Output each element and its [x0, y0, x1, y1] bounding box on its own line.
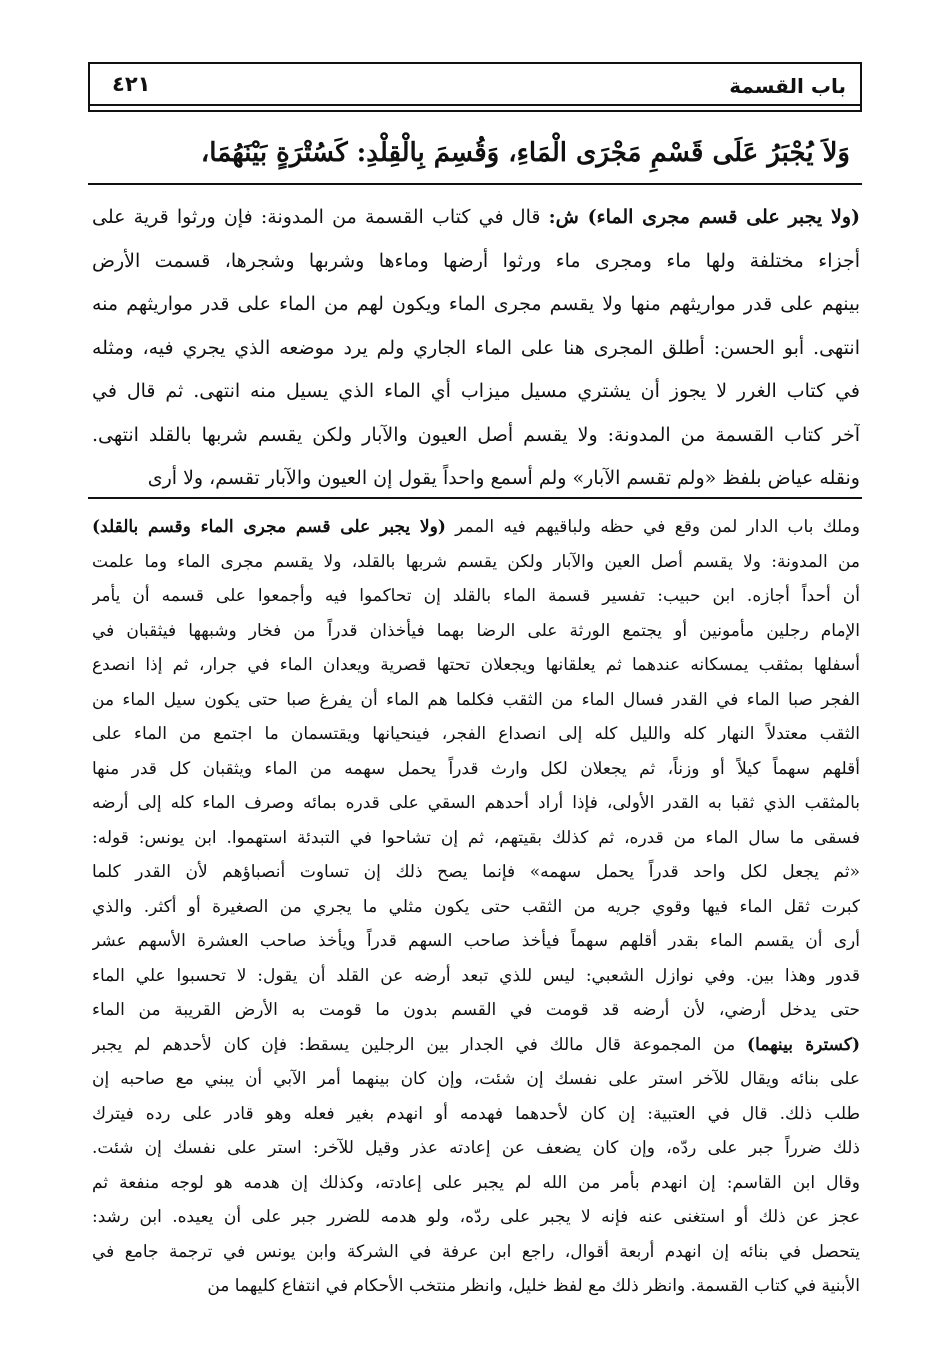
text-line	[92, 752, 860, 787]
line-text: كبرت ثقل الماء فيها وقوي جريه من الثقب حتى يكون مثلي ما يجري من الصغيرة أو أكثر. والذي	[92, 896, 860, 917]
text-line	[92, 370, 860, 414]
separator-rule-middle	[88, 497, 862, 499]
text-line	[92, 1028, 860, 1063]
text-line	[92, 614, 860, 649]
line-text: قدور وهذا بين. وفي نوازل الشعبي: ليس للذي تبعد أرضه عن القلد أن يقول: لا تحسبوا علي الماء	[92, 965, 860, 986]
text-line	[92, 240, 860, 284]
line-text: الأبنية في كتاب القسمة. وانظر ذلك مع لفظ خليل، وانظر منتخب الأحكام في انتفاع كليهما من	[207, 1276, 860, 1296]
text-line	[92, 1166, 860, 1201]
line-text: ذلك ضرراً جبر على ردّه، وإن كان يضعف عن إعادته عذر وقيل للآخر: استر على نفسك إن شئت.	[92, 1138, 860, 1158]
text-line	[92, 890, 860, 925]
bold-lemma: (ولا يجبر على قسم مجرى الماء) ش:	[548, 206, 860, 228]
commentary-section	[92, 196, 860, 501]
text-line	[92, 855, 860, 890]
text-line	[92, 1269, 860, 1304]
separator-rule-top	[88, 183, 862, 185]
line-text: من المجموعة قال مالك في الجدار بين الرجلين يسقط: فإن كان لأحدهم لم يجبر	[92, 1034, 748, 1055]
text-line	[92, 457, 860, 501]
page-number: ٤٢١	[112, 72, 151, 96]
line-text: الإمام رجلين مأمونين أو يجتمع الورثة على الرضا بهما فيأخذان قدراً من فخار وشبهها فيثقبان في	[92, 620, 860, 641]
text-line	[92, 545, 860, 580]
line-text: ونقله عياض بلفظ «ولم تقسم الآبار» ولم أسمع واحداً يقول إن العيون والآبار تقسم، ولا أرى	[147, 467, 860, 489]
line-text: في كتاب الغرر لا يجوز أن يشتري مسيل ميزاب أي الماء الذي يسيل منه انتهى. ثم قال في	[92, 380, 860, 402]
bold-lemma: (ولا يجبر على قسم مجرى الماء وقسم بالقلد)	[92, 517, 446, 537]
text-line	[92, 196, 860, 240]
bold-lemma: (كسترة بينهما)	[747, 1034, 860, 1055]
line-text: وملك باب الدار لمن وقع في حظه ولباقيهم فيه الممر	[445, 517, 860, 537]
line-text: حتى يدخل أرضي، لأن أرضه قد قومت في القسم بدون ما قومت به الأرض القريبة من الماء	[92, 1000, 860, 1020]
matn-text: وَلاَ يُجْبَرُ عَلَى قَسْمِ مَجْرَى الْمَاءِ، وَقُسِمَ بِالْقِلْدِ: كَسُتْرَةٍ بَيْنَهُمَا،	[200, 138, 850, 168]
line-text: يتحصل في بنائه إن انهدم أربعة أقوال، راجع ابن عرفة في الشركة وابن يونس في ترجمة جامع في	[92, 1241, 860, 1262]
line-text: أرى أن يقسم الماء بقدر أقلهم سهماً فيأخذ صاحب السهم قدراً ويأخذ صاحب العشرة الأسهم عشر	[92, 931, 860, 951]
line-text: من المدونة: ولا يقسم أصل العين والآبار ولكن يقسم شربها بالقلد، ولا يقسم مجرى الماء وما علمت	[92, 551, 860, 572]
text-line	[92, 327, 860, 371]
text-line	[92, 648, 860, 683]
text-line	[92, 683, 860, 718]
chapter-title: باب القسمة	[729, 74, 846, 98]
line-text: على بنائه ويقال للآخر استر على نفسك إن شئت، وإن كان بينهما أمر الآبي أن يبني مع صاحبه إن	[92, 1069, 860, 1089]
text-line	[92, 993, 860, 1028]
text-line	[92, 1062, 860, 1097]
running-header	[88, 62, 862, 112]
line-text: أن أحداً أجازه. ابن حبيب: تفسير قسمة الماء بالقلد إن تحاكموا فيه وأجمعوا على قسمه أن يأمر	[92, 586, 860, 606]
line-text: الثقب معتدلاً النهار كله والليل كله إلى انصداع الفجر، فينحيانها ويقتسمان ما اجتمع من الماء على	[92, 724, 860, 744]
line-text: أقلهم سهماً كيلاً أو وزناً، ثم يجعلان لكل وارث قدراً يحمل سهمه من الماء ويثقبان كل قدر منها	[92, 758, 860, 779]
text-line	[92, 786, 860, 821]
line-text: بالمثقب الذي ثقبا به القدر الأولى، فإذا أراد أحدهم السقي على قدره بمائه وصرف الماء كله إلى أرضه	[92, 793, 860, 813]
text-line	[92, 283, 860, 327]
text-line	[92, 1200, 860, 1235]
line-text: طلب ذلك. قال في العتبية: إن كان لأحدهما فهدمه أو انهدم بغير فعله وهو قادر على رده فيترك	[92, 1103, 860, 1124]
line-text: فسقى ما سال الماء من قدره، ثم كذلك بقيتهم، ثم إن تشاحوا في التبدئة استهموا. ابن يونس: قوله:	[92, 827, 860, 848]
text-line	[92, 1235, 860, 1270]
text-line	[92, 959, 860, 994]
line-text: قال في كتاب القسمة من المدونة: فإن ورثوا قرية على	[92, 206, 549, 228]
line-text: وقال ابن القاسم: إن انهدم بأمر من الله لم يجبر على إعادته، وكذلك إن هدمه هو لوجه منفعة ثم	[92, 1172, 860, 1193]
text-line	[92, 924, 860, 959]
line-text: بينهم على قدر مواريثهم منها ولا يقسم مجرى الماء ويكون لهم من الماء على قدر مواريثهم منه	[92, 293, 860, 315]
line-text: «ثم يجعل لكل واحد قدراً يحمل سهمه» فإنما يصح ذلك إن تساوت أنصباؤهم لأن القدر كلما	[92, 862, 860, 882]
text-line	[92, 510, 860, 545]
text-line	[92, 717, 860, 752]
line-text: انتهى. أبو الحسن: أطلق المجرى هنا على الماء الجاري ولم يرد موضعه الذي يجري فيه، ومثله	[92, 336, 860, 359]
second-commentary-section	[92, 510, 860, 1304]
text-line	[92, 821, 860, 856]
text-line	[92, 414, 860, 458]
line-text: آخر كتاب القسمة من المدونة: ولا يقسم أصل العيون والآبار ولكن يقسم شربها بالقلد انتهى.	[92, 423, 860, 446]
line-text: أسفلها بمثقب يمسكانه عندهما ثم يعلقانها ويجعلان تحتها قصرية ويعدان الماء في جرار، ثم إذا انصدع	[92, 655, 860, 675]
text-line	[92, 1131, 860, 1166]
line-text: عجز عن ذلك أو استغنى عنه فإنه لا يجبر على ردّه، ولو هدمه للضرر جبر على أن يعيده. ابن رشد:	[92, 1207, 860, 1227]
text-line	[92, 579, 860, 614]
line-text: أجزاء مختلفة ولها ماء ومجرى ماء ورثوا أرضها وماءها وشربها وشجرها، قسمت الأرض	[92, 249, 860, 272]
text-line	[92, 1097, 860, 1132]
line-text: الفجر صبا الماء في القدر فسال الماء من الثقب فكلما هم الماء أن يفرغ صبا حتى يكون سيل الماء من	[92, 689, 860, 710]
